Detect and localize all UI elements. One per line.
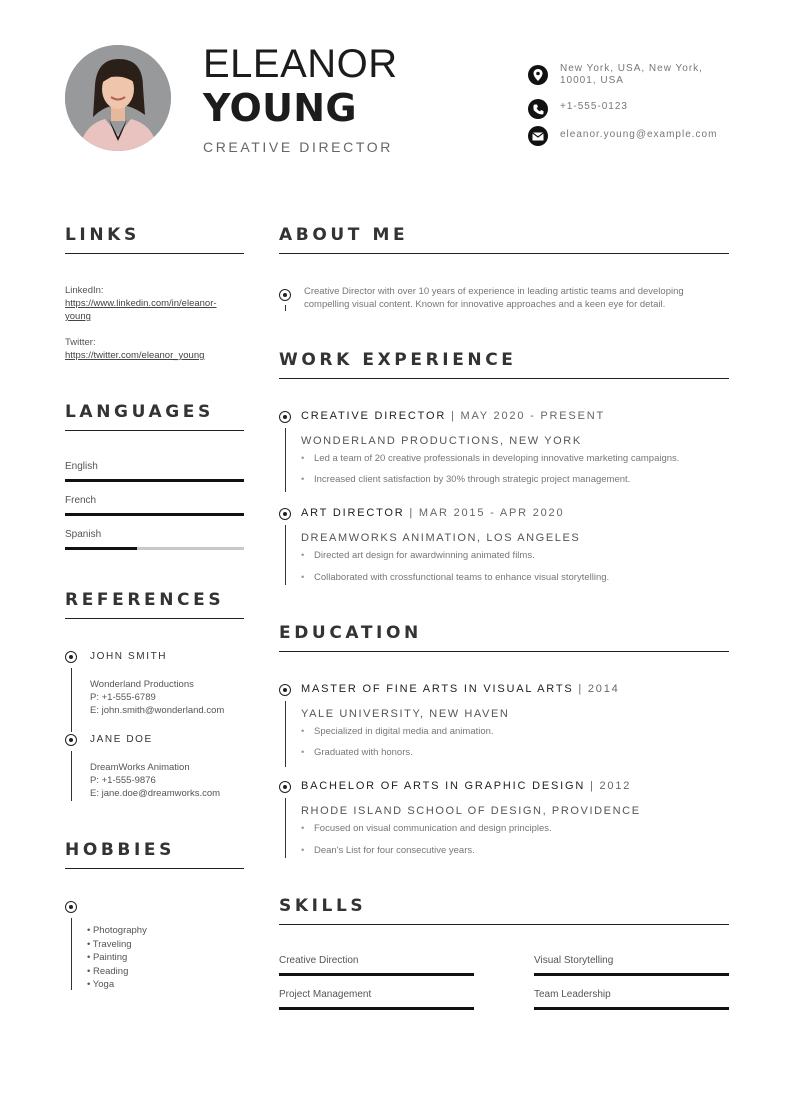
hobby-item: • Photography <box>87 925 147 936</box>
education-bullet: • Focused on visual communication and design principles. <box>314 823 552 834</box>
job-dates: MAY 2020 - PRESENT <box>460 410 605 422</box>
first-name: ELEANOR <box>203 42 398 86</box>
education-bullet: • Specialized in digital media and animation. <box>314 726 494 737</box>
language-label: Spanish <box>65 529 102 540</box>
language-bar-fill <box>65 479 244 482</box>
language-bar <box>65 547 244 550</box>
timeline-dot <box>279 508 291 520</box>
skill-bar-fill <box>279 1007 474 1010</box>
language-bar-fill <box>65 513 244 516</box>
contact-email <box>528 126 728 146</box>
job-heading: ART DIRECTOR | MAR 2015 - APR 2020 <box>301 507 565 519</box>
degree-year: 2012 <box>599 780 632 792</box>
education-rule <box>279 651 729 652</box>
skill-label: Creative Direction <box>279 955 359 966</box>
education-title: EDUCATION <box>279 623 422 643</box>
contact-phone <box>528 99 728 119</box>
timeline-line <box>285 305 286 311</box>
timeline-line <box>285 428 286 492</box>
reference-company: Wonderland Productions <box>90 679 194 690</box>
languages-rule <box>65 430 244 431</box>
skill-bar <box>279 1007 474 1010</box>
link-label: Twitter: <box>65 337 96 348</box>
contact-address <box>528 65 728 87</box>
job-bullet: • Increased client satisfaction by 30% through strategic project management. <box>314 474 630 485</box>
portrait-image <box>65 45 171 151</box>
timeline-dot <box>65 734 77 746</box>
degree-year: 2014 <box>587 683 620 695</box>
reference-name: JANE DOE <box>90 734 153 745</box>
timeline-dot <box>65 901 77 913</box>
language-bar-fill <box>65 547 137 550</box>
job-bullet: • Led a team of 20 creative professionals in developing innovative marketing campaigns. <box>314 453 679 464</box>
job-role: CREATIVE DIRECTOR <box>301 410 447 422</box>
profile-photo <box>65 45 171 151</box>
skill-label: Visual Storytelling <box>534 955 614 966</box>
hobby-item: • Yoga <box>87 979 115 990</box>
job-title: CREATIVE DIRECTOR <box>203 139 393 155</box>
degree-name: BACHELOR OF ARTS IN GRAPHIC DESIGN <box>301 780 586 792</box>
skill-bar-fill <box>279 973 474 976</box>
timeline-dot <box>65 651 77 663</box>
reference-company: DreamWorks Animation <box>90 762 190 773</box>
reference-details <box>90 761 220 800</box>
timeline-line <box>71 668 72 732</box>
hobbies-rule <box>65 868 244 869</box>
about-rule <box>279 253 729 254</box>
reference-details <box>90 678 224 717</box>
about-text: Creative Director with over 10 years of experience in leading artistic teams and developing compelling visual content. Known for innovative approaches and a keen eye for detail. <box>304 286 684 310</box>
job-bullet: • Collaborated with crossfunctional teams to enhance visual storytelling. <box>314 572 609 583</box>
email-text: eleanor.young@example.com <box>560 129 718 140</box>
references-title: REFERENCES <box>65 590 225 610</box>
skill-bar <box>534 973 729 976</box>
timeline-line <box>285 798 286 858</box>
reference-name: JOHN SMITH <box>90 651 168 662</box>
hobby-list <box>87 924 147 992</box>
links-title: LINKS <box>65 225 140 245</box>
timeline-dot <box>279 684 291 696</box>
references-rule <box>65 618 244 619</box>
timeline-line <box>285 525 286 585</box>
address-line2: 10001, USA <box>560 75 624 86</box>
languages-title: LANGUAGES <box>65 402 214 422</box>
language-bar <box>65 513 244 516</box>
reference-phone: P: +1-555-6789 <box>90 692 156 703</box>
last-name: YOUNG <box>203 86 357 130</box>
reference-phone: P: +1-555-9876 <box>90 775 156 786</box>
language-label: English <box>65 461 98 472</box>
job-company: DREAMWORKS ANIMATION, LOS ANGELES <box>301 532 581 544</box>
link-linkedin <box>65 284 250 323</box>
skill-bar <box>279 973 474 976</box>
skills-title: SKILLS <box>279 896 367 916</box>
timeline-line <box>285 701 286 767</box>
school-name: YALE UNIVERSITY, NEW HAVEN <box>301 708 510 720</box>
work-rule <box>279 378 729 379</box>
hobby-item: • Painting <box>87 952 128 963</box>
links-rule <box>65 253 244 254</box>
skill-label: Project Management <box>279 989 372 1000</box>
link-twitter <box>65 336 250 362</box>
job-bullet: • Directed art design for awardwinning animated films. <box>314 550 535 561</box>
phone-icon <box>528 99 548 119</box>
email-icon <box>528 126 548 146</box>
timeline-dot <box>279 411 291 423</box>
work-title: WORK EXPERIENCE <box>279 350 517 370</box>
location-pin-icon <box>528 65 548 85</box>
education-heading: MASTER OF FINE ARTS IN VISUAL ARTS | 2014 <box>301 683 620 695</box>
education-bullet: • Graduated with honors. <box>314 747 413 758</box>
skill-bar-fill <box>534 973 729 976</box>
job-dates: MAR 2015 - APR 2020 <box>418 507 565 519</box>
skill-bar-fill <box>534 1007 729 1010</box>
link-label: LinkedIn: <box>65 285 104 296</box>
skill-bar <box>534 1007 729 1010</box>
skill-label: Team Leadership <box>534 989 611 1000</box>
education-heading: BACHELOR OF ARTS IN GRAPHIC DESIGN | 2012 <box>301 780 632 792</box>
timeline-line <box>71 918 72 990</box>
twitter-url[interactable]: https://twitter.com/eleanor_young <box>65 350 205 361</box>
hobby-item: • Reading <box>87 965 129 977</box>
timeline-dot <box>279 781 291 793</box>
reference-email: E: john.smith@wonderland.com <box>90 705 225 716</box>
education-bullet: • Dean's List for four consecutive years. <box>314 845 475 856</box>
job-role: ART DIRECTOR <box>301 507 405 519</box>
job-company: WONDERLAND PRODUCTIONS, NEW YORK <box>301 435 582 447</box>
about-title: ABOUT ME <box>279 225 409 245</box>
phone-text: +1-555-0123 <box>560 101 628 112</box>
timeline-line <box>71 751 72 801</box>
job-heading: CREATIVE DIRECTOR | MAY 2020 - PRESENT <box>301 410 605 422</box>
hobby-item: • Traveling <box>87 938 132 950</box>
reference-email: E: jane.doe@dreamworks.com <box>90 788 221 799</box>
degree-name: MASTER OF FINE ARTS IN VISUAL ARTS <box>301 683 574 695</box>
hobbies-title: HOBBIES <box>65 840 175 860</box>
skills-rule <box>279 924 729 925</box>
address-line1: New York, USA, New York, <box>560 63 703 74</box>
linkedin-url[interactable]: https://www.linkedin.com/in/eleanor- young <box>65 298 217 322</box>
language-label: French <box>65 495 97 506</box>
school-name: RHODE ISLAND SCHOOL OF DESIGN, PROVIDENCE <box>301 805 641 817</box>
language-bar <box>65 479 244 482</box>
timeline-dot <box>279 289 291 301</box>
